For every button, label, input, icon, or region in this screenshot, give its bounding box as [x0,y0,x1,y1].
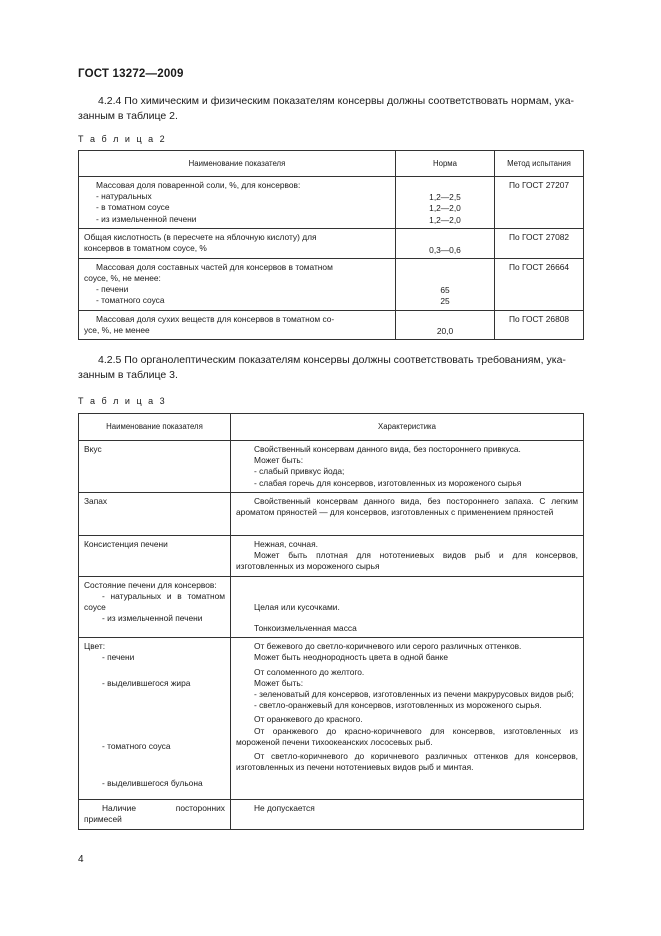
table-cell-method: По ГОСТ 27207 [495,177,584,229]
table-cell-name [79,638,231,800]
table-cell-name: Вкус [79,441,231,493]
cell-line: От светло-коричневого до коричневого различных оттенков для консервов, изготовленных из печени нототениевых видов рыб и минтая. [236,751,578,773]
table-row [79,535,584,576]
cell-line: Состояние печени для консервов: [84,579,217,590]
cell-line: - натуральных и в томатном соусе [84,591,225,613]
cell-line: Может быть: [254,455,304,466]
cell-line: - выделившегося жира [102,677,191,688]
table-cell-characteristic [231,535,584,576]
document-header: ГОСТ 13272—2009 [78,68,184,80]
table-cell-characteristic [231,800,584,829]
table-3 [78,413,584,830]
clause-4-2-4-line2: занным в таблице 2. [78,110,178,122]
cell-line: - натуральных [96,191,152,202]
table-row [79,800,584,829]
cell-line: Цвет: [84,641,106,652]
cell-line: Может быть неоднородность цвета в одной банке [254,652,449,663]
table-row [79,576,584,637]
cell-line: - печени [102,652,135,663]
cell-line: - томатного соуса [102,740,171,751]
table-cell-method: По ГОСТ 27082 [495,228,584,258]
cell-line: - слабый привкус йода; [254,466,345,477]
cell-line: 1,2—2,0 [429,214,461,225]
clause-4-2-5-line1: 4.2.5 По органолептическим показателям консервы должны соответствовать требованиям, ука- [98,354,566,366]
table-3-caption: Т а б л и ц а 3 [78,396,167,406]
cell-line: От бежевого до светло-коричневого или серого различных оттенков. [254,641,522,652]
cell-line: - выделившегося бульона [102,778,203,789]
table-cell-characteristic [231,441,584,493]
cell-line: Нежная, сочная. [254,538,318,549]
cell-line: Общая кислотность (в пересчете на яблочную кислоту) для [84,231,317,242]
cell-line: Тонкоизмельченная масса [254,623,357,634]
cell-line: - из измельченной печени [96,213,197,224]
table-2 [78,150,584,340]
table-3-header-characteristic: Характеристика [231,414,584,441]
table-cell-norm [396,258,495,310]
table-cell-norm: 20,0 [396,310,495,339]
cell-line: Целая или кусочками. [254,601,340,612]
table-2-header-name: Наименование показателя [79,151,396,177]
cell-line: 65 [440,285,450,296]
cell-line: Может быть: [254,677,304,688]
table-cell-name [79,177,396,229]
cell-line: Не допускается [254,803,315,814]
cell-line: Массовая доля сухих веществ для консервов в томатном со- [96,313,335,324]
clause-4-2-4 [78,94,583,124]
table-cell-name [79,258,396,310]
cell-line: Свойственный консервам данного вида, без постороннего привкуса. [254,444,521,454]
table-cell-name: Консистенция печени [79,535,231,576]
table-cell-name [79,310,396,339]
cell-line: - светло-оранжевый для консервов, изготовленных из мороженого сырья. [254,700,542,711]
table-cell-name: Наличие посторонних примесей [79,800,231,829]
table-3-header-name: Наименование показателя [79,414,231,441]
cell-line: соусе, %, не менее: [84,273,161,284]
table-2-header-norm: Норма [396,151,495,177]
cell-line: Может быть плотная для нототениевых видов рыб и для консервов, изготовленных из мороженого сырья [236,550,578,572]
table-cell-method: По ГОСТ 26808 [495,310,584,339]
cell-line: От соломенного до желтого. [254,666,365,677]
clause-4-2-4-line1: 4.2.4 По химическим и физическим показателям консервы должны соответствовать нормам, ука- [98,95,575,107]
table-row [79,228,584,258]
cell-line: 1,2—2,5 [429,192,461,203]
table-cell-characteristic [231,638,584,800]
table-cell-norm [396,177,495,229]
table-cell-name [79,228,396,258]
table-2-caption: Т а б л и ц а 2 [78,134,167,144]
cell-line: усе, %, не менее [84,324,150,335]
table-2-header-method: Метод испытания [495,151,584,177]
table-row [79,310,584,339]
cell-line: - слабая горечь для консервов, изготовленных из мороженого сырья [254,477,522,488]
table-cell-name: Запах [79,492,231,535]
table-cell-characteristic: Свойственный консервам данного вида, без постороннего запаха. С легким ароматом пряностей — для консервов, изготовленных с применением пряностей [231,492,584,535]
table-row [79,177,584,229]
table-row [79,638,584,800]
table-cell-norm: 0,3—0,6 [396,228,495,258]
cell-line: - зеленоватый для консервов, изготовленных из печени макрурусовых видов рыб; [254,689,574,700]
cell-line: От оранжевого до красного. [254,714,363,725]
cell-line: 1,2—2,0 [429,203,461,214]
table-row [79,492,584,535]
table-row [79,441,584,493]
cell-line: - из измельченной печени [102,613,203,624]
table-cell-characteristic [231,576,584,637]
clause-4-2-5-line2: занным в таблице 3. [78,369,178,381]
cell-line: От оранжевого до красно-коричневого для консервов, изготовленных из мороженой печени тихоокеанских лососевых рыб. [236,725,578,747]
cell-line: Массовая доля составных частей для консервов в томатном [96,261,333,272]
table-3-header-row [79,414,584,441]
table-cell-name [79,576,231,637]
cell-line: - печени [96,284,129,295]
cell-line: - томатного соуса [96,295,165,306]
cell-line: Массовая доля поваренной соли, %, для консервов: [96,180,301,190]
clause-4-2-5 [78,353,583,383]
cell-line: 25 [440,296,450,307]
table-cell-method: По ГОСТ 26664 [495,258,584,310]
cell-line: консервов в томатном соусе, % [84,243,207,254]
page-number: 4 [78,854,84,865]
table-row [79,258,584,310]
cell-line: - в томатном соусе [96,202,170,213]
table-2-header-row [79,151,584,177]
